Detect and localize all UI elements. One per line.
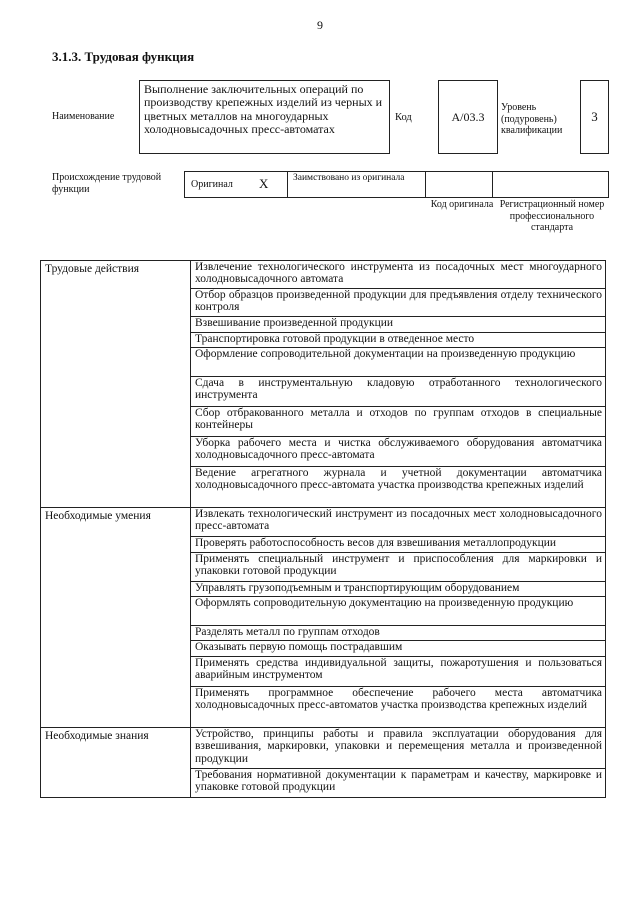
list-item: Транспортировка готовой продукции в отведенное место — [191, 333, 606, 348]
list-item: Сбор отбракованного металла и отходов по группам отходов в специальные контейнеры — [191, 407, 606, 437]
list-item: Применять средства индивидуальной защиты, пожаротушения и пользоваться аварийным инструментом — [191, 657, 606, 687]
name-label: Наименование — [52, 111, 115, 122]
list-item: Устройство, принципы работы и правила эксплуатации оборудования для взвешивания, маркировки, упаковки и перемещения металла и произведенной продукции — [191, 728, 606, 769]
level-value: 3 — [580, 80, 609, 154]
code-value: А/03.3 — [438, 80, 498, 154]
reg-number-label: Регистрационный номер профессионального стандарта — [499, 199, 605, 233]
original-label: Оригинал — [191, 179, 233, 190]
list-item: Взвешивание произведенной продукции — [191, 317, 606, 333]
divider — [425, 171, 427, 198]
divider — [287, 171, 289, 198]
function-name-value: Выполнение заключительных операций по производству крепежных изделий из черных и цветных металлов на многоударных холодновысадочных пресс-автоматах — [139, 80, 390, 154]
borrowed-label: Заимствовано из оригинала — [293, 173, 405, 183]
divider — [492, 171, 494, 198]
section-title: 3.1.3. Трудовая функция — [52, 49, 195, 64]
list-item: Применять программное обеспечение рабочего места автоматчика холодновысадочных пресс-автоматов участка производства крепежных изделий — [191, 687, 606, 728]
list-item: Применять специальный инструмент и приспособления для маркировки и упаковки готовой продукции — [191, 553, 606, 582]
list-item: Оформление сопроводительной документации на произведенную продукцию — [191, 348, 606, 377]
origin-row — [184, 171, 609, 198]
list-item: Извлекать технологический инструмент из посадочных мест холодновысадочного пресс-автомата — [191, 508, 606, 537]
list-item: Требования нормативной документации к параметрам и качеству, маркировке и упаковке готовой продукции — [191, 769, 606, 798]
level-label: Уровень (подуровень) квалификации — [501, 102, 563, 136]
code-original-label: Код оригинала — [430, 199, 494, 210]
section-title-skills: Необходимые умения — [41, 508, 191, 728]
function-details-table — [40, 260, 606, 798]
section-title-knowledge: Необходимые знания — [41, 728, 191, 798]
table-row — [41, 508, 606, 537]
origin-label: Происхождение трудовой функции — [52, 172, 162, 195]
list-item: Оформлять сопроводительную документацию на произведенную продукцию — [191, 597, 606, 626]
list-item: Сдача в инструментальную кладовую отработанного технологического инструмента — [191, 377, 606, 407]
table-row — [41, 728, 606, 769]
page-number: 9 — [317, 18, 323, 32]
list-item: Извлечение технологического инструмента из посадочных мест многоударного холодновысадочного автомата — [191, 261, 606, 289]
table-row — [41, 261, 606, 289]
list-item: Оказывать первую помощь пострадавшим — [191, 641, 606, 657]
list-item: Уборка рабочего места и чистка обслуживаемого оборудования автоматчика холодновысадочного пресс-автомата — [191, 437, 606, 467]
code-label: Код — [395, 112, 412, 123]
list-item: Отбор образцов произведенной продукции для предъявления отделу технического контроля — [191, 289, 606, 317]
list-item: Управлять грузоподъемным и транспортирующим оборудованием — [191, 582, 606, 597]
list-item: Разделять металл по группам отходов — [191, 626, 606, 641]
list-item: Проверять работоспособность весов для взвешивания металлопродукции — [191, 537, 606, 553]
list-item: Ведение агрегатного журнала и учетной документации автоматчика холодновысадочного пресс-автомата участка производства крепежных изделий — [191, 467, 606, 508]
section-title-actions: Трудовые действия — [41, 261, 191, 508]
original-mark: X — [259, 176, 269, 191]
